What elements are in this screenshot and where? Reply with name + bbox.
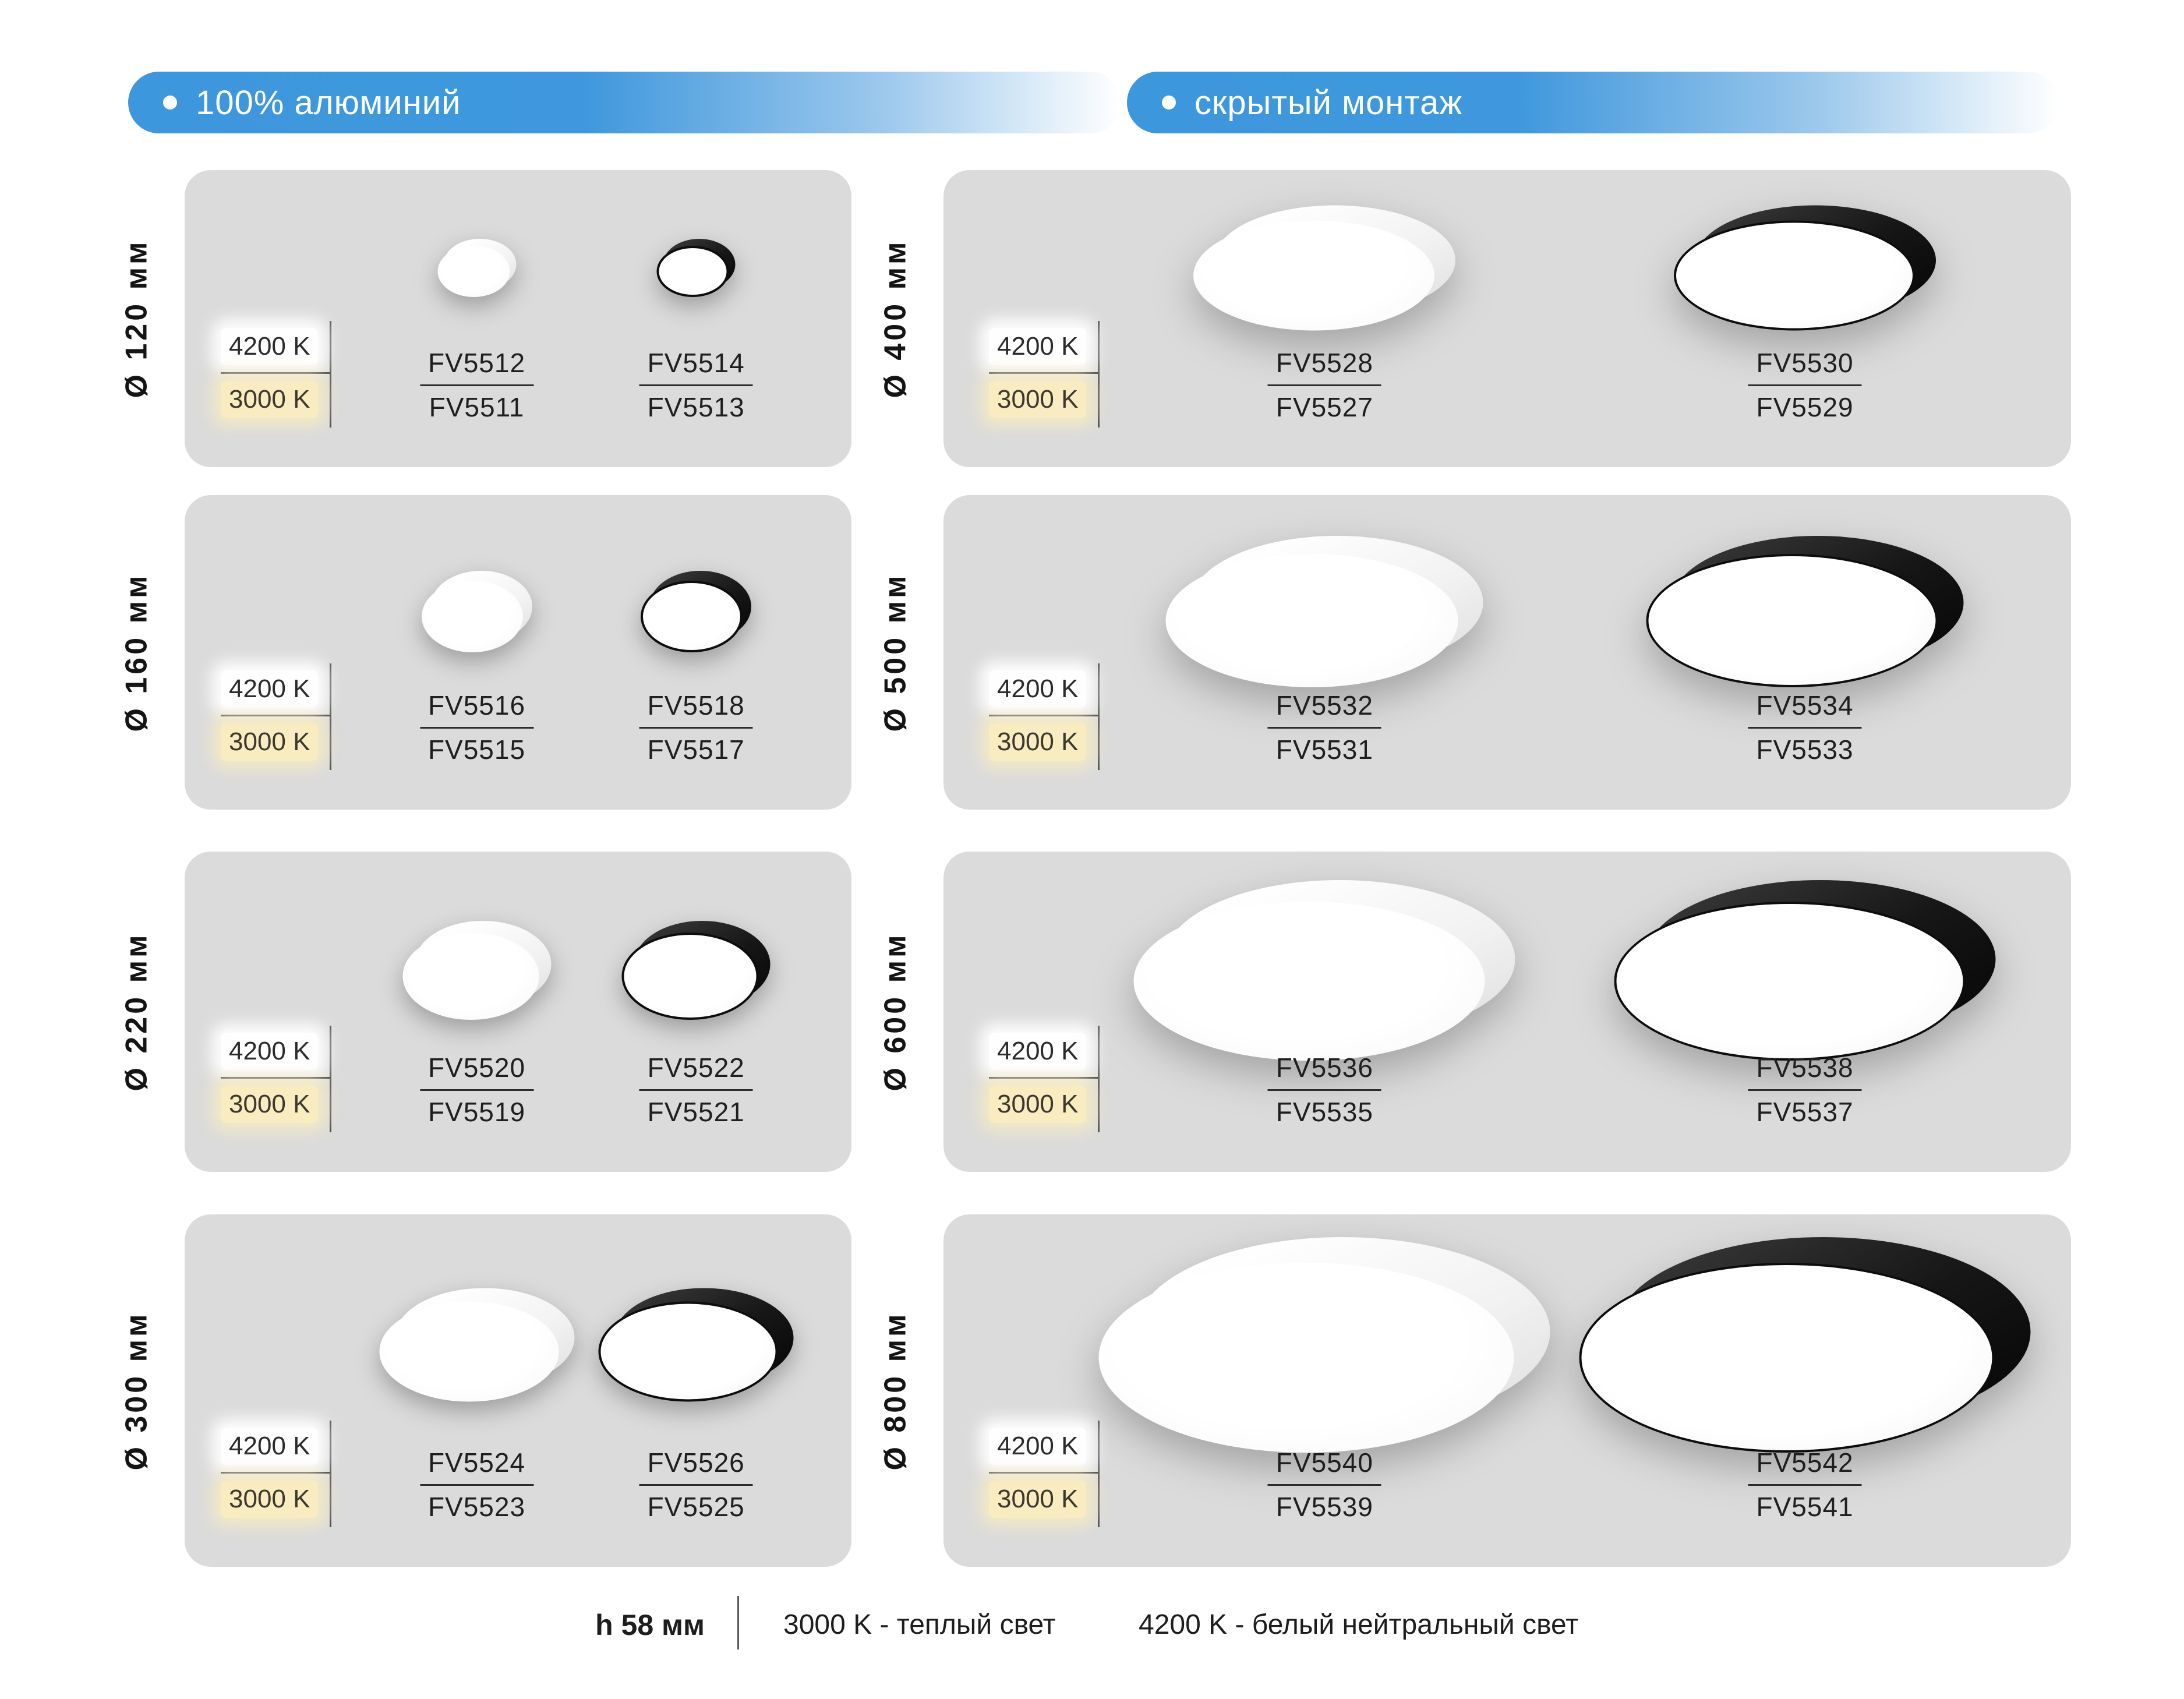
temperature-legend <box>221 663 331 770</box>
card-surface <box>185 170 851 467</box>
temp-4200-label: 4200 K <box>221 670 318 708</box>
temperature-legend <box>989 1026 1100 1132</box>
code-4200k: FV5518 <box>647 690 745 721</box>
code-3000k: FV5527 <box>1275 392 1373 423</box>
diameter-label: Ø 120 мм <box>119 239 154 398</box>
lamp-face <box>622 932 759 1020</box>
temp-4200-label: 4200 K <box>989 1033 1086 1070</box>
code-3000k: FV5523 <box>427 1492 526 1523</box>
divider <box>639 1484 753 1486</box>
banner-hidden-mount-label: скрытый монтаж <box>1195 83 1463 122</box>
white-lamp-photo <box>1193 206 1455 331</box>
temp-4200-label: 4200 K <box>221 1428 318 1465</box>
divider <box>420 384 533 386</box>
divider <box>420 727 533 729</box>
code-3000k: FV5541 <box>1756 1492 1854 1523</box>
black-lamp-codes <box>639 1447 753 1523</box>
diameter-label-wrap <box>847 495 943 810</box>
diameter-label: Ø 300 мм <box>119 1311 154 1471</box>
white-lamp-codes <box>420 1052 533 1128</box>
code-4200k: FV5540 <box>1275 1447 1373 1478</box>
card-surface <box>943 1214 2071 1567</box>
black-lamp-photo <box>1579 1237 2031 1453</box>
lamp-face <box>379 1302 559 1402</box>
code-3000k: FV5537 <box>1756 1097 1854 1128</box>
temp-3000-label: 3000 K <box>989 381 1086 418</box>
white-lamp-codes <box>1268 690 1381 765</box>
white-lamp-photo <box>1099 1237 1550 1453</box>
black-lamp-photo <box>622 921 771 1020</box>
black-lamp-photo <box>641 571 751 652</box>
diameter-label: Ø 160 мм <box>119 573 154 732</box>
black-lamp-photo <box>599 1288 794 1401</box>
diameter-label-wrap <box>89 852 185 1172</box>
temp-3000-label: 3000 K <box>221 1086 318 1123</box>
neutral-light-legend: 4200 K - белый нейтральный свет <box>1139 1609 1579 1640</box>
black-lamp-photo <box>1674 206 1936 331</box>
code-3000k: FV5515 <box>427 734 526 765</box>
temp-4200-label: 4200 K <box>989 1428 1086 1465</box>
code-3000k: FV5531 <box>1275 734 1373 765</box>
temperature-legend <box>989 1421 1100 1527</box>
divider <box>639 384 753 386</box>
white-lamp-photo <box>1134 880 1515 1061</box>
diameter-label-wrap <box>89 495 185 810</box>
lamp-face <box>1134 902 1485 1061</box>
code-4200k: FV5520 <box>427 1052 526 1083</box>
temp-3000-label: 3000 K <box>989 723 1086 761</box>
code-4200k: FV5524 <box>427 1447 526 1478</box>
divider <box>639 727 753 729</box>
code-4200k: FV5514 <box>647 348 745 379</box>
code-3000k: FV5525 <box>647 1492 745 1523</box>
temperature-legend <box>221 1026 331 1132</box>
card-surface <box>185 1214 851 1567</box>
lamp-face <box>402 932 539 1020</box>
card-surface <box>185 852 851 1172</box>
temp-3000-label: 3000 K <box>989 1086 1086 1123</box>
white-lamp-photo <box>379 1288 574 1401</box>
code-4200k: FV5528 <box>1275 348 1373 379</box>
bullet-icon <box>1162 96 1176 110</box>
divider <box>420 1089 533 1091</box>
black-lamp-photo <box>657 239 736 297</box>
black-lamp-codes <box>1748 348 1862 423</box>
diameter-label: Ø 600 мм <box>878 932 913 1092</box>
code-3000k: FV5535 <box>1275 1097 1373 1128</box>
product-card-d160 <box>89 495 851 810</box>
temp-4200-label: 4200 K <box>989 328 1086 365</box>
divider <box>221 715 330 716</box>
lamp-face <box>1579 1263 1995 1453</box>
code-3000k: FV5513 <box>647 392 745 423</box>
black-lamp-codes <box>639 690 753 765</box>
product-card-d500 <box>847 495 2071 810</box>
diameter-label-wrap <box>89 1214 185 1567</box>
card-surface <box>943 170 2071 467</box>
code-3000k: FV5521 <box>647 1097 745 1128</box>
divider <box>989 1077 1098 1079</box>
code-4200k: FV5526 <box>647 1447 745 1478</box>
code-4200k: FV5530 <box>1756 348 1854 379</box>
lamp-face <box>1674 221 1915 331</box>
white-lamp-codes <box>1268 1052 1381 1128</box>
code-3000k: FV5539 <box>1275 1492 1373 1523</box>
banner-aluminium <box>128 72 1121 133</box>
code-4200k: FV5532 <box>1275 690 1373 721</box>
white-lamp-codes <box>420 690 533 765</box>
banner-aluminium-label: 100% алюминий <box>196 83 461 122</box>
temperature-legend <box>989 663 1100 770</box>
lamp-face <box>1099 1263 1514 1453</box>
diameter-label-wrap <box>847 852 943 1172</box>
divider <box>1748 1089 1862 1091</box>
code-4200k: FV5522 <box>647 1052 745 1083</box>
lamp-face <box>1193 221 1434 331</box>
code-4200k: FV5516 <box>427 690 526 721</box>
lamp-face <box>422 581 524 652</box>
divider <box>1268 1089 1381 1091</box>
black-lamp-codes <box>1748 690 1862 765</box>
divider <box>420 1484 533 1486</box>
bullet-icon <box>163 96 177 110</box>
white-lamp-codes <box>420 1447 533 1523</box>
lamp-face <box>1646 554 1938 687</box>
product-card-d800 <box>847 1214 2071 1567</box>
white-lamp-codes <box>420 348 533 423</box>
height-spec: h 58 мм <box>595 1609 705 1641</box>
black-lamp-photo <box>1614 880 1996 1061</box>
diameter-label: Ø 220 мм <box>119 932 154 1092</box>
diameter-label: Ø 800 мм <box>878 1311 913 1471</box>
divider <box>1268 384 1381 386</box>
footer-divider <box>737 1596 739 1649</box>
divider <box>221 1472 330 1474</box>
product-card-d120 <box>89 170 851 467</box>
code-4200k: FV5542 <box>1756 1447 1854 1478</box>
temp-3000-label: 3000 K <box>221 723 318 761</box>
card-surface <box>943 852 2071 1172</box>
black-lamp-codes <box>639 1052 753 1128</box>
product-card-d220 <box>89 852 851 1172</box>
code-4200k: FV5512 <box>427 348 526 379</box>
temp-3000-label: 3000 K <box>989 1481 1086 1518</box>
temperature-legend <box>221 321 331 428</box>
warm-light-legend: 3000 K - теплый свет <box>783 1609 1056 1640</box>
code-3000k: FV5511 <box>429 392 525 423</box>
divider <box>1268 727 1381 729</box>
product-card-d600 <box>847 852 2071 1172</box>
white-lamp-photo <box>422 571 532 652</box>
black-lamp-codes <box>639 348 753 423</box>
code-3000k: FV5519 <box>427 1097 526 1128</box>
banner-hidden-mount <box>1127 72 2059 133</box>
product-card-d400 <box>847 170 2071 467</box>
lamp-face <box>1166 554 1458 687</box>
temp-4200-label: 4200 K <box>221 1033 318 1070</box>
card-surface <box>943 495 2071 810</box>
temp-4200-label: 4200 K <box>989 670 1086 708</box>
temp-4200-label: 4200 K <box>221 328 318 365</box>
divider <box>1748 384 1862 386</box>
temp-3000-label: 3000 K <box>221 1481 318 1518</box>
lamp-face <box>657 246 729 297</box>
lamp-face <box>437 246 510 297</box>
code-4200k: FV5536 <box>1275 1052 1373 1083</box>
code-3000k: FV5533 <box>1756 734 1854 765</box>
code-3000k: FV5517 <box>647 734 745 765</box>
card-surface <box>185 495 851 810</box>
diameter-label: Ø 400 мм <box>878 239 913 398</box>
divider <box>221 372 330 374</box>
lamp-face <box>641 581 743 652</box>
diameter-label-wrap <box>847 170 943 467</box>
divider <box>221 1077 330 1079</box>
diameter-label-wrap <box>847 1214 943 1567</box>
white-lamp-photo <box>437 239 516 297</box>
diameter-label-wrap <box>89 170 185 467</box>
code-4200k: FV5538 <box>1756 1052 1854 1083</box>
divider <box>989 715 1098 716</box>
white-lamp-codes <box>1268 348 1381 423</box>
temp-3000-label: 3000 K <box>221 381 318 418</box>
divider <box>639 1089 753 1091</box>
lamp-face <box>599 1302 778 1402</box>
diameter-label: Ø 500 мм <box>878 573 913 732</box>
code-4200k: FV5534 <box>1756 690 1854 721</box>
divider <box>1748 1484 1862 1486</box>
divider <box>1268 1484 1381 1486</box>
temperature-legend <box>221 1421 331 1527</box>
black-lamp-codes <box>1748 1052 1862 1128</box>
white-lamp-codes <box>1268 1447 1381 1523</box>
lamp-face <box>1614 902 1966 1061</box>
white-lamp-photo <box>1166 536 1483 687</box>
product-card-d300 <box>89 1214 851 1567</box>
white-lamp-photo <box>402 921 551 1020</box>
black-lamp-codes <box>1748 1447 1862 1523</box>
black-lamp-photo <box>1646 536 1964 687</box>
temperature-legend <box>989 321 1100 428</box>
code-3000k: FV5529 <box>1756 392 1854 423</box>
divider <box>989 372 1098 374</box>
divider <box>1748 727 1862 729</box>
divider <box>989 1472 1098 1474</box>
